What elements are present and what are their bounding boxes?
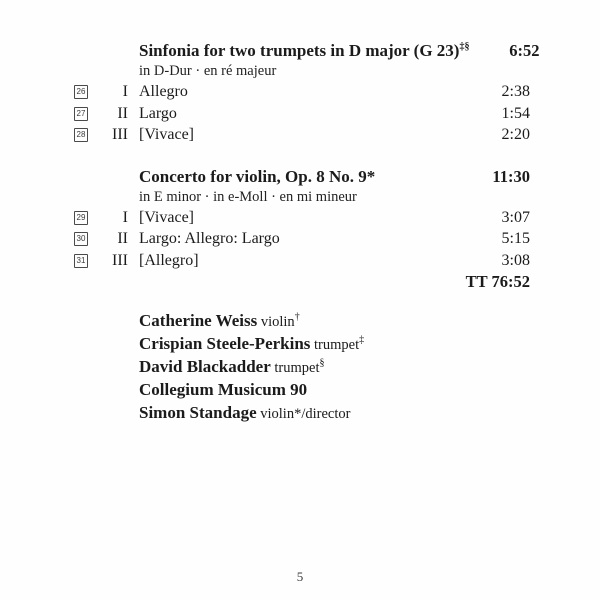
performer-row [139, 333, 530, 356]
performer-name: Collegium Musicum 90 [139, 380, 308, 399]
movement-row [74, 250, 530, 272]
movement-numeral: I [122, 83, 128, 100]
performers-list [74, 310, 530, 425]
movement-title: Largo: Allegro: Largo [139, 230, 280, 247]
page-number: 5 [296, 569, 304, 584]
movements-list [74, 81, 530, 146]
work-section [74, 166, 530, 272]
work-header-row [74, 40, 540, 62]
performer-name: Catherine Weiss [139, 311, 258, 330]
movement-row [74, 103, 530, 125]
performer-row [139, 402, 530, 425]
performer-role: violin [260, 314, 295, 330]
movement-time: 5:15 [501, 230, 530, 247]
work-subtitle-row [74, 62, 530, 81]
performer-row [139, 356, 530, 379]
movement-row [74, 81, 530, 103]
track-number-box: 26 [74, 85, 88, 99]
work-title: Concerto for violin, Op. 8 No. 9* [139, 166, 376, 186]
work-duration: 11:30 [492, 166, 530, 186]
movement-title: [Vivace] [139, 208, 194, 226]
movement-row [74, 228, 530, 250]
movements-list [74, 207, 530, 272]
performer-role-superscript: † [294, 311, 300, 323]
track-number-box: 29 [74, 211, 88, 225]
movement-numeral: II [117, 230, 128, 247]
movement-numeral: III [112, 126, 128, 143]
performer-name: Simon Standage [139, 403, 257, 422]
movement-title: Allegro [139, 83, 188, 100]
performer-row [139, 310, 530, 333]
movement-time: 3:07 [501, 208, 530, 226]
movement-row [74, 124, 530, 146]
work-subtitle-row [74, 188, 530, 207]
work-section [74, 40, 540, 146]
movement-time: 3:08 [501, 251, 530, 269]
movement-time: 2:20 [501, 126, 530, 143]
track-listing [74, 40, 540, 425]
movement-title: Largo [139, 104, 177, 122]
performer-role: trumpet [274, 360, 320, 376]
movement-numeral: I [122, 208, 128, 226]
track-number-box: 30 [74, 232, 88, 246]
performer-name: Crispian Steele-Perkins [139, 334, 311, 353]
movement-numeral: III [112, 251, 128, 269]
track-number-box: 28 [74, 128, 88, 142]
movement-time: 2:38 [501, 83, 530, 100]
work-title: Sinfonia for two trumpets in D major (G 23)‡§ [139, 41, 470, 60]
performer-name: David Blackadder [139, 357, 271, 376]
performer-role: violin*/director [260, 406, 351, 422]
performer-role-superscript: ‡ [359, 334, 365, 346]
track-number-box: 27 [74, 107, 88, 121]
track-number-box: 31 [74, 254, 88, 268]
movement-title: [Allegro] [139, 251, 199, 269]
work-duration: 6:52 [509, 41, 540, 60]
performer-row [139, 379, 530, 402]
movement-title: [Vivace] [139, 126, 194, 143]
performer-role-superscript: § [319, 357, 325, 369]
total-time: TT 76:52 [465, 272, 530, 291]
work-title-superscript: ‡§ [459, 41, 470, 53]
works-list [74, 40, 540, 271]
work-header-row [74, 166, 530, 188]
movement-row [74, 207, 530, 229]
performer-role: trumpet [314, 337, 360, 353]
work-subtitle: in D-Dur · en ré majeur [139, 63, 277, 79]
work-subtitle: in E minor · in e-Moll · en mi mineur [139, 188, 357, 205]
movement-numeral: II [117, 104, 128, 122]
movement-time: 1:54 [501, 104, 530, 122]
